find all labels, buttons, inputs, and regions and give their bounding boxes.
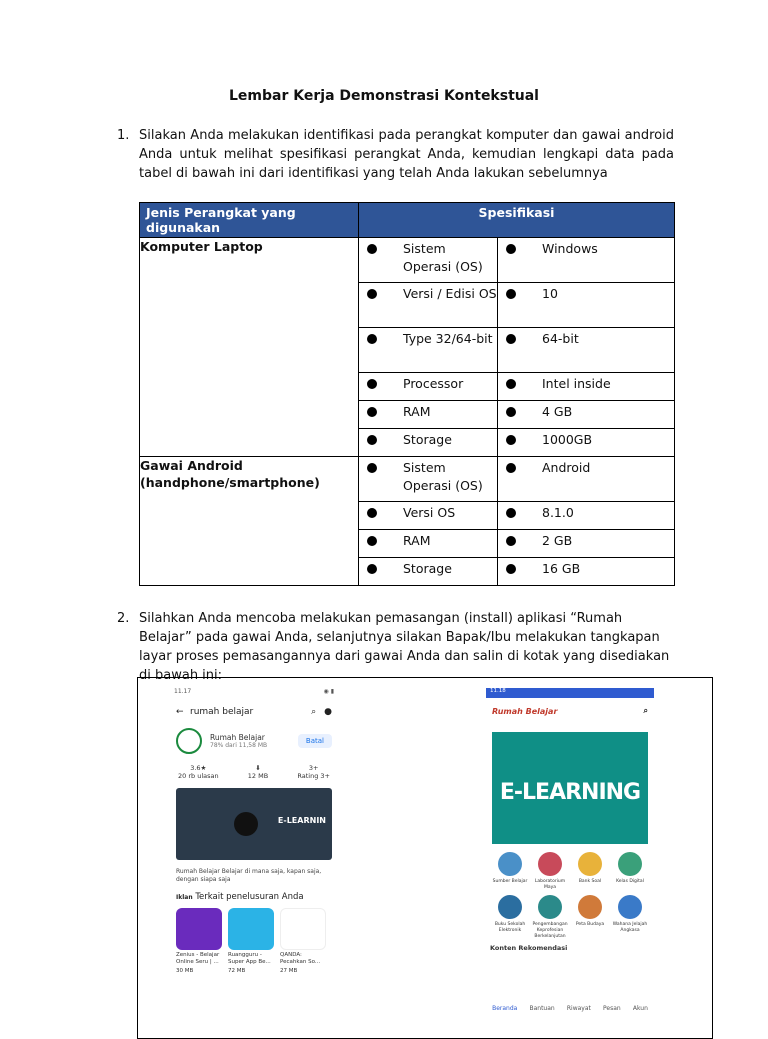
nav-akun[interactable]: Akun [632,1005,648,1012]
app-header [486,698,654,724]
search-icon[interactable]: ⌕ [643,706,648,715]
menu-item[interactable]: Buku Sekolah Elektronik [490,895,530,940]
menu-item[interactable]: Sumber Belajar [490,852,530,891]
status-bar: 11.18 [486,688,654,698]
spec-value: 2 GB [542,533,573,548]
screenshot-box [137,677,713,1039]
related-header: Iklan Terkait penelusuran Anda [176,892,304,902]
spec-key: Type 32/64-bit [403,331,493,346]
question-text: Silakan Anda melakukan identifikasi pada perangkat komputer dan gawai android Anda untuk melihat spesifikasi perangkat Anda, kemudian lengkapi data pada tabel di bawah ini dari identifikasi yang telah Anda lakukan sebelumnya [139,128,674,181]
banner-title: E-LEARNING [499,780,641,805]
app-name: Rumah Belajar [210,733,265,742]
status-icons: ◉ ▮ [323,688,334,695]
spec-key: Versi / Edisi OS [403,286,497,301]
app-logo-icon [176,728,202,754]
cancel-button[interactable]: Batal [298,734,332,748]
nav-bantuan[interactable]: Bantuan [529,1005,555,1012]
app-row [170,722,338,760]
app-description: Rumah Belajar Belajar di mana saja, kapan saja, dengan siapa saja [176,868,322,883]
spec-value: 64-bit [542,331,579,346]
spec-value: 1000GB [542,432,593,447]
spec-key: Sistem Operasi (OS) [403,460,483,493]
promo-video[interactable] [176,788,332,860]
play-icon[interactable] [234,812,258,836]
phone-screenshot-playstore [170,686,338,1026]
question-1 [117,126,674,183]
menu-item[interactable]: Laboratorium Maya [530,852,570,891]
back-arrow-icon[interactable]: ← [176,707,184,717]
related-app[interactable]: Ruangguru - Super App Be... 72 MB [228,908,274,975]
device-android: Gawai Android (handphone/smartphone) [140,457,359,586]
spec-key: Processor [403,376,464,391]
download-progress: 78% dari 11,58 MB [210,742,268,749]
brand-logo: Rumah Belajar [492,706,558,716]
spec-key: RAM [403,404,431,419]
recommendation-header: Konten Rekomendasi [490,944,568,952]
spec-value: 16 GB [542,561,581,576]
question-number: 1. [117,128,130,143]
elearning-banner [492,732,648,844]
related-apps [170,906,338,977]
bottom-nav [486,1005,654,1012]
spec-value: 8.1.0 [542,505,574,520]
header-spec: Spesifikasi [359,203,675,238]
nav-riwayat[interactable]: Riwayat [566,1005,591,1012]
menu-item[interactable]: Kelas Digital [610,852,650,891]
spec-value: 10 [542,286,558,301]
video-label: E-LEARNIN [277,816,326,825]
phone-screenshot-rumahbelajar [486,688,654,1028]
related-app[interactable]: QANDA: Pecahkan So... 27 MB [280,908,326,975]
app-stats: 3.6★ 20 rb ulasan ⬇ 12 MB 3+ Rating 3+ [178,764,330,780]
spec-key: Versi OS [403,505,456,520]
related-app[interactable]: Zenius - Belajar Online Seru | ... 30 MB [176,908,222,975]
question-2 [117,609,674,685]
status-time: 11.17 [174,688,192,695]
search-bar[interactable] [170,702,338,722]
spec-key: RAM [403,533,431,548]
menu-item[interactable]: Wahana Jelajah Angkasa [610,895,650,940]
spec-key: Storage [403,432,452,447]
header-device: Jenis Perangkat yang digunakan [140,203,359,238]
nav-pesan[interactable]: Pesan [603,1005,621,1012]
menu-grid [486,852,654,940]
spec-value: Windows [542,241,598,256]
spec-value: Intel inside [542,376,611,391]
question-number: 2. [117,611,130,626]
menu-item[interactable]: Bank Soal [570,852,610,891]
spec-value: Android [542,460,591,475]
nav-beranda[interactable]: Beranda [492,1005,518,1012]
mic-icon[interactable]: ● [324,707,332,717]
search-icon[interactable]: ⌕ [311,707,317,717]
question-text: Silahkan Anda mencoba melakukan pemasangan (install) aplikasi “Rumah Belajar” pada gawai Anda, selanjutnya silakan Bapak/Ibu melakukan tangkapan layar proses pemasangannya dari gawai Anda dan salin di kotak yang disediakan di bawah ini: [139,611,670,683]
spec-value: 4 GB [542,404,573,419]
menu-item[interactable]: Pengembangan Keprofesian Berkelanjutan [530,895,570,940]
search-query[interactable]: rumah belajar [190,707,254,717]
spec-table [139,202,675,586]
menu-item[interactable]: Peta Budaya [570,895,610,940]
page-title: Lembar Kerja Demonstrasi Kontekstual [229,88,539,104]
spec-key: Sistem Operasi (OS) [403,241,483,274]
device-laptop: Komputer Laptop [140,238,359,457]
spec-key: Storage [403,561,452,576]
